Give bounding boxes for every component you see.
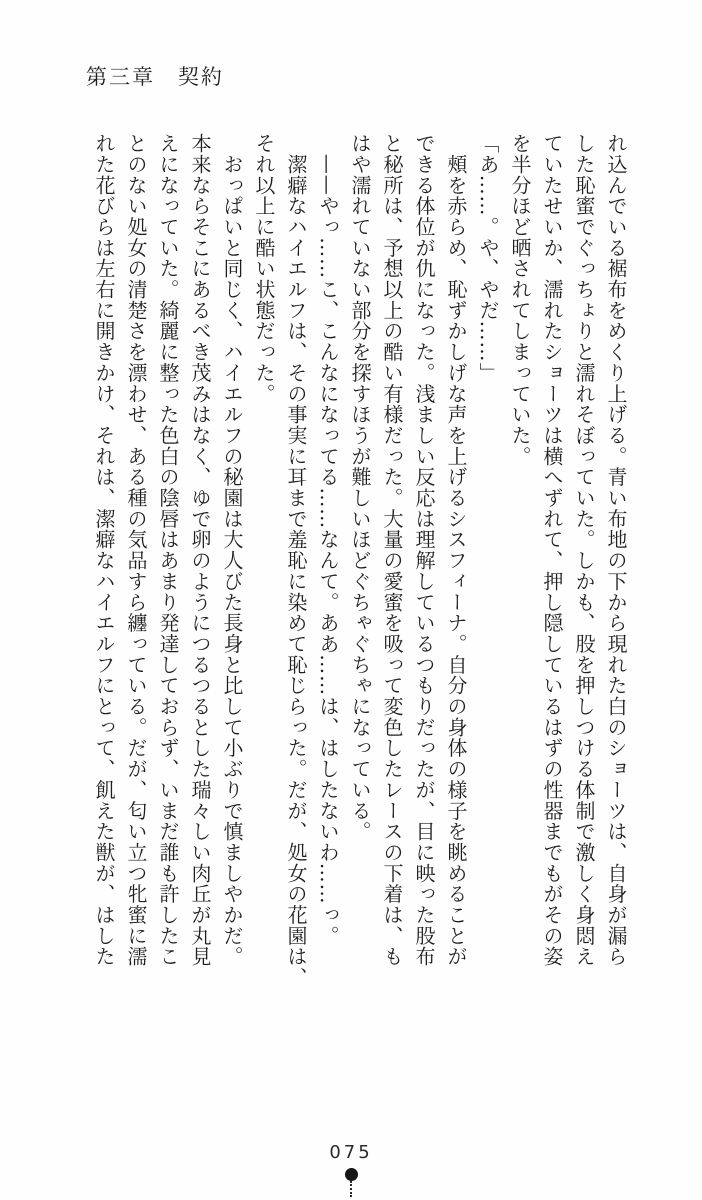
text-line: おっぱいと同じく、ハイエルフの秘園は大人びた長身と比して小ぶりで慎ましやかだ。	[220, 133, 244, 967]
text-line: と秘所は、予想以上の酷い有様だった。大量の愛蜜を吸って変色したレースの下着は、も	[380, 133, 404, 967]
text-line: とのない処女の清楚さを漂わせ、ある種の気品すら纏っている。だが、匂い立つ牝蜜に濡	[124, 133, 148, 967]
text-line: 「あ……。や、やだ……」	[476, 133, 500, 384]
text-line: ていたせいか、濡れたショーツは横へずれて、押し隠しているはずの性器までもがその姿	[540, 133, 564, 967]
chapter-header: 第三章 契約	[86, 65, 224, 89]
text-line: できる体位が仇になった。浅ましい反応は理解しているつもりだったが、目に映った股布	[412, 133, 436, 967]
page-number: 075	[329, 1142, 373, 1163]
text-line: はや濡れていない部分を探すほうが難しいほどぐちゃぐちゃになっている。	[348, 133, 372, 842]
body-text	[88, 133, 632, 995]
text-line: を半分ほど晒されてしまっていた。	[508, 133, 532, 467]
text-line: れた花びらは左右に開きかけ、それは、潔癖なハイエルフにとって、飢えた獣が、はした	[92, 133, 116, 967]
text-line: ——やっ……こ、こんなになってる……なんて。ああ……は、はしたないわ……っ。	[316, 133, 340, 947]
text-line: れ込んでいる裾布をめくり上げる。青い布地の下から現れた白のショーツは、自身が漏ら	[604, 133, 628, 967]
text-line: 本来ならそこにあるべき茂みはなく、ゆで卵のようにつるつるとした瑞々しい肉丘が丸見	[188, 133, 212, 967]
text-line: えになっていた。綺麗に整った色白の陰唇はあまり発達しておらず、いまだ誰も許したこ	[156, 133, 180, 967]
page-footer	[0, 1142, 702, 1197]
text-line: した恥蜜でぐっちょりと濡れそぼっていた。しかも、股を押しつける体制で激しく身悶え	[572, 133, 596, 967]
text-line: 潔癖なハイエルフは、その事実に耳まで羞恥に染めて恥じらった。だが、処女の花園は、	[284, 133, 308, 988]
footer-dot-ornament	[345, 1168, 358, 1181]
footer-dotted-line	[350, 1181, 352, 1197]
text-line: それ以上に酷い状態だった。	[252, 133, 276, 405]
text-line: 頰を赤らめ、恥ずかしげな声を上げるシスフィーナ。自分の身体の様子を眺めることが	[444, 133, 468, 967]
